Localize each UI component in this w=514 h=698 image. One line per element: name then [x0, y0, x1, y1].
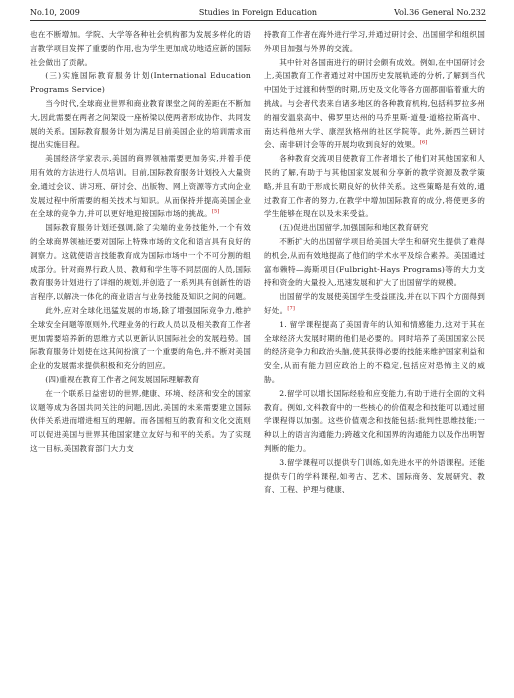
paragraph-text: 其中针对各国南进行的研讨会颇有成效。例如,在中国研讨会上,美国教育工作者通过对中国历史发展轨迹的分析,了解到当代中国处于过渡和转型的时期,历史及文化等各方面都面临着重大的挑战。与会者代表来自诸多地区的各种教育机构,包括科罗拉多州的福安温泉高中、佛罗里达州的马乔里斯·道曼·道格拉斯高中、南达科他州大学、康涅狄格州的社区学院等。此外,新西兰研讨会、南非研讨会等的开展均收到良好的效果。	[264, 57, 485, 150]
paragraph-text: 也在不断增加。学院、大学等各种社会机构都为发展多样化的语言教学项目发挥了重要的作用,也为学生更加成功地适应新的国际社会做出了贡献。	[30, 30, 251, 67]
paragraph-text: 在一个联系日益密切的世界,健康、环境、经济和安全的国家议题等成为各国共同关注的问题,因此,美国的未来需要建立国际伙伴关系进而增进相互的理解。而各国相互的教育和文化交流则可以促进美国与世界其他国家建立友好与和平的关系。为了实现这一目标,美国教育部门大力支	[30, 388, 251, 453]
paragraph-text: 2.留学可以增长国际经验和应变能力,有助于进行全面的文科教育。例如,文科教育中的一些核心的价值观念和技能可以通过留学课程得以加强。这些价值观念和技能包括:批判性思维技能;一种以上的语言沟通能力;跨越文化和国界的沟通能力以及作出明智判断的能力。	[264, 388, 485, 453]
paragraph	[264, 456, 485, 497]
journal-name: Studies in Foreign Education	[198, 8, 318, 17]
paragraph	[264, 56, 485, 153]
paragraph	[30, 373, 251, 387]
paragraph	[264, 318, 485, 387]
running-header	[30, 6, 486, 20]
paragraph-text: 1. 留学课程提高了美国青年的认知和情感能力,这对于其在全球经济大发展时期的他们是必要的。同时培养了美国国家公民的经济竞争力和政治头脑,使其获得必要的技能来维护国家利益和安全,从而有能力回应政治上的不稳定,包括应对恐怖主义的威胁。	[264, 319, 485, 384]
paragraph	[264, 152, 485, 221]
paragraph	[264, 387, 485, 456]
paragraph-text: 此外,应对全球化迅猛发展的市场,除了增强国际竞争力,维护全球安全问题等原则外,代理业务的行政人员以及相关教育工作者更加需要培养新的思维方式以更新认识国际社会的发展趋势。国际教育服务计划使在这其间扮演了一个重要的角色,并不断对美国企业的发展需求提供积极和充分的回应。	[30, 305, 251, 371]
citation-ref[interactable]: [6]	[419, 139, 428, 146]
citation-ref[interactable]: [5]	[211, 208, 220, 215]
paragraph-text: 当今时代,全球商业世界和商业教育课堂之间的差距在不断加大,因此需要在两者之间架设一座桥梁以使两者形成协作、共同发展的关系。国际教育服务计划为满足目前美国企业的培训需求而提出实施目程。	[30, 98, 251, 150]
left-column	[30, 28, 251, 456]
paragraph	[30, 28, 251, 69]
paragraph-text: (五)促进出国留学,加强国际和地区教育研究	[279, 223, 429, 233]
paragraph	[264, 235, 485, 290]
paragraph-text: 国际教育服务计划还强调,除了尖端的业务技能外,一个有效的全球商界领袖还要对国际上特殊市场的文化和语言具有良好的洞察力。这就使语言技能教育成为国际市场中一个不可分割的组成部分。针对商界行政人员、教师和学生等不同层面的人员,国际教育服务计划进行了详细的规划,并创造了一系列具有创新性的语言程序,以解决一体化的商业语言与业务技能及知识之间的问题。	[30, 223, 251, 302]
paragraph	[264, 28, 485, 56]
right-column	[264, 28, 485, 497]
paragraph-text: 不断扩大的出国留学项目给美国大学生和研究生提供了难得的机会,从而有效地提高了他们的学术水平及综合素养。美国通过富布赖特—海斯项目(Fulbright-Hays Programs)等的大力支持和资金的大量投入,迅速发展和扩大了出国留学的规模。	[264, 236, 485, 288]
citation-ref[interactable]: [7]	[287, 305, 296, 312]
paragraph	[30, 221, 251, 304]
volume-info: Vol.36 General No.232	[394, 8, 486, 17]
paragraph	[264, 290, 485, 318]
paragraph-text: 出国留学的发展使美国学生受益匪浅,并在以下四个方面得到好处。	[264, 292, 485, 315]
paragraph	[30, 69, 251, 97]
paragraph	[264, 221, 485, 235]
paragraph-text: (四)重视在教育工作者之间发展国际理解教育	[45, 374, 200, 384]
header-rule	[30, 20, 486, 21]
paragraph	[30, 97, 251, 152]
paragraph-text: 持教育工作者在海外进行学习,并通过研讨会、出国留学和组织国外项目加强与外界的交流。	[264, 30, 485, 53]
paragraph-text: 各种教育交流项目使教育工作者增长了他们对其他国家和人民的了解,有助于与其他国家发展和分享新的教学资源及教学策略,并且有助于形成长期良好的伙伴关系。这些策略是有效的,通过教育工作者的努力,在教学中增加国际教育的成分,将使更多的学生能够在现在以及未来受益。	[264, 154, 485, 219]
paragraph	[30, 304, 251, 373]
paragraph-text: (三)实施国际教育服务计划(International Education Programs Service)	[30, 71, 251, 95]
paragraph	[30, 152, 251, 221]
paragraph-text: 3.留学课程可以提供专门训练,如先进水平的外语课程。还能提供专门的学科课程,如考古、艺术、国际商务、发展研究、教育、工程、护理与健康、	[264, 457, 485, 495]
issue-number: No.10, 2009	[30, 8, 80, 17]
paragraph-text: 美国经济学家表示,美国的商界领袖需要更加务实,并着手使用有效的方法进行人员培训。目前,国际教育服务计划投入大量资金,通过会议、讲习班、研讨会、出版物、网上资源等方式向企业发展过程中所需要的相关技术与知识。从而保持并提高美国企业在全球的竞争力,并可以更好地迎接国际市场的挑战。	[30, 154, 251, 219]
paragraph	[30, 387, 251, 456]
